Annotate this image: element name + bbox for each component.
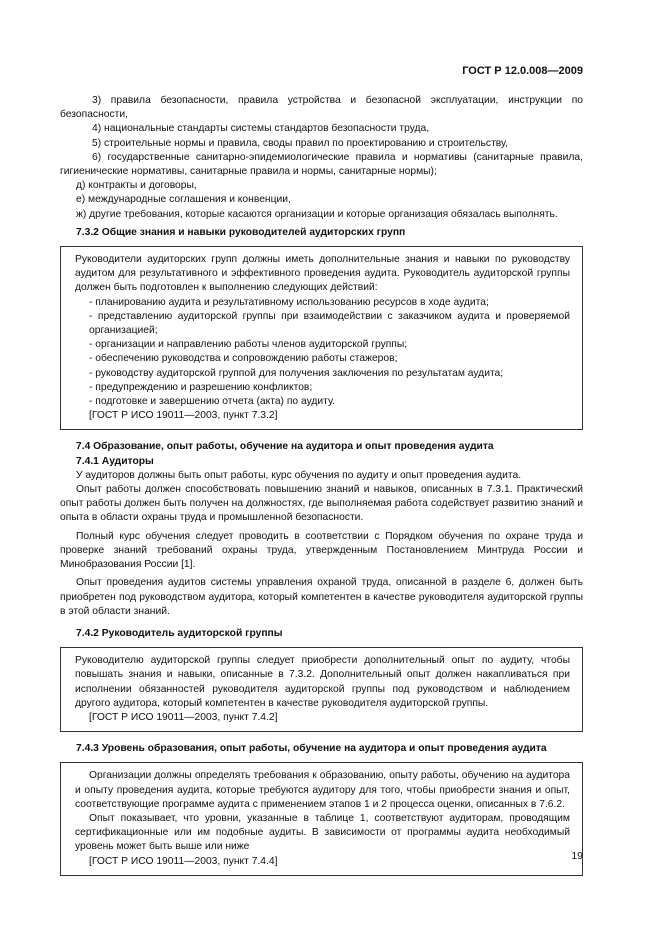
section-heading-7-4: 7.4 Образование, опыт работы, обучение на аудитора и опыт проведения аудита <box>76 441 494 453</box>
list-item: д) контракты и договоры, <box>76 180 197 192</box>
list-item: 6) государственные санитарно-эпидемиологические правила и нормативы (санитарные правила, гигиенические нормативы, санитарные правила и нормы, санитарные нормы); <box>60 151 583 178</box>
box-paragraph: Руководители аудиторских групп должны иметь дополнительные знания и навыки по руководству аудитом для результативного и эффективного проведения аудита. Руководитель аудиторской группы должен быть подготовлен к выполнению следующих действий: <box>75 254 570 294</box>
requirements-list <box>60 94 583 222</box>
reference: [ГОСТ Р ИСО 19011—2003, пункт 7.4.2] <box>89 711 278 723</box>
box-list-item: - организации и направлению работы членов аудиторской группы; <box>89 339 408 351</box>
box-paragraph: Руководителю аудиторской группы следует приобрести дополнительный опыт по аудиту, чтобы повышать знания и навыки, описанные в 7.3.2. Дополнительный опыт должен накапливаться при исполнении обязанностей руководителя аудиторской группы под руководством и наблюдением другого аудитора, который компетентен в качестве руководителя аудиторской группы. <box>75 655 570 709</box>
reference: [ГОСТ Р ИСО 19011—2003, пункт 7.4.4] <box>89 855 278 867</box>
box-list-item: - планированию аудита и результативному использованию ресурсов в ходе аудита; <box>89 296 489 308</box>
paragraph: Опыт проведения аудитов системы управления охраной труда, описанной в разделе 6, должен быть приобретен под руководством аудитора, который компетентен в качестве руководителя аудиторской группы в этой области знаний. <box>60 577 583 617</box>
list-item: 5) строительные нормы и правила, своды правил по проектированию и строительству, <box>92 137 509 149</box>
paragraph: Полный курс обучения следует проводить в соответствии с Порядком обучения по охране труда и проверке знаний требований охраны труда, утвержденным Постановлением Минтруда России и Минобразования России [1]. <box>60 530 583 571</box>
list-item: 3) правила безопасности, правила устройства и безопасной эксплуатации, инструкции по безопасности, <box>60 95 583 121</box>
section-heading-7-4-3: 7.4.3 Уровень образования, опыт работы, обучение на аудитора и опыт проведения аудита <box>76 743 547 755</box>
box-list-item: - подготовке и завершению отчета (акта) по аудиту. <box>89 396 335 408</box>
quote-box-7-4-2 <box>60 647 583 732</box>
reference: [ГОСТ Р ИСО 19011—2003, пункт 7.3.2] <box>89 410 278 422</box>
section-heading-7-4-2: 7.4.2 Руководитель аудиторской группы <box>76 627 283 639</box>
list-item: ж) другие требования, которые касаются организации и которые организация обязалась выполнять. <box>76 208 558 220</box>
box-list-item: - руководству аудиторской группой для получения заключения по результатам аудита; <box>89 367 504 379</box>
paragraph: У аудиторов должны быть опыт работы, курс обучения по аудиту и опыт проведения аудита. <box>76 469 522 481</box>
list-item: е) международные соглашения и конвенции, <box>76 194 291 206</box>
box-list-item: - предупреждению и разрешению конфликтов; <box>89 381 313 393</box>
quote-box-7-4-3 <box>60 762 583 875</box>
box-paragraph: Организации должны определять требования к образованию, опыту работы, обучению на аудитора и опыту проведения аудита, которые требуются аудитору для того, чтобы приобрести знания и опыт, соответствующие программе аудита с применением этапов 1 и 2 процесса оценки, описанных в 7.6.2. <box>75 770 570 810</box>
standard-header: ГОСТ Р 12.0.008—2009 <box>462 65 583 77</box>
box-list-item: - представлению аудиторской группы при взаимодействии с заказчиком аудита и проверяемой организацией; <box>89 310 570 337</box>
section-heading-7-4-1: 7.4.1 Аудиторы <box>76 455 154 467</box>
box-list-item: - обеспечению руководства и сопровождению работы стажеров; <box>89 353 398 365</box>
page-number: 19 <box>571 850 583 862</box>
box-paragraph: Опыт показывает, что уровни, указанные в таблице 1, соответствуют аудиторам, проводящим сертификационные или им подобные аудиты. В зависимости от программы аудита необходимый уровень может быть выше или ниже <box>75 812 570 853</box>
section-heading-7-3-2: 7.3.2 Общие знания и навыки руководителей аудиторских групп <box>76 226 406 238</box>
list-item: 4) национальные стандарты системы стандартов безопасности труда, <box>92 123 430 135</box>
page-content <box>60 94 583 876</box>
quote-box-7-3-2 <box>60 246 583 430</box>
paragraph: Опыт работы должен способствовать повышению знаний и навыков, описанных в 7.3.1. Практический опыт работы должен быть получен на должностях, где выполняемая работа содействует развитию знаний и опыта в области охраны труда и промышленной безопасности. <box>60 484 583 524</box>
